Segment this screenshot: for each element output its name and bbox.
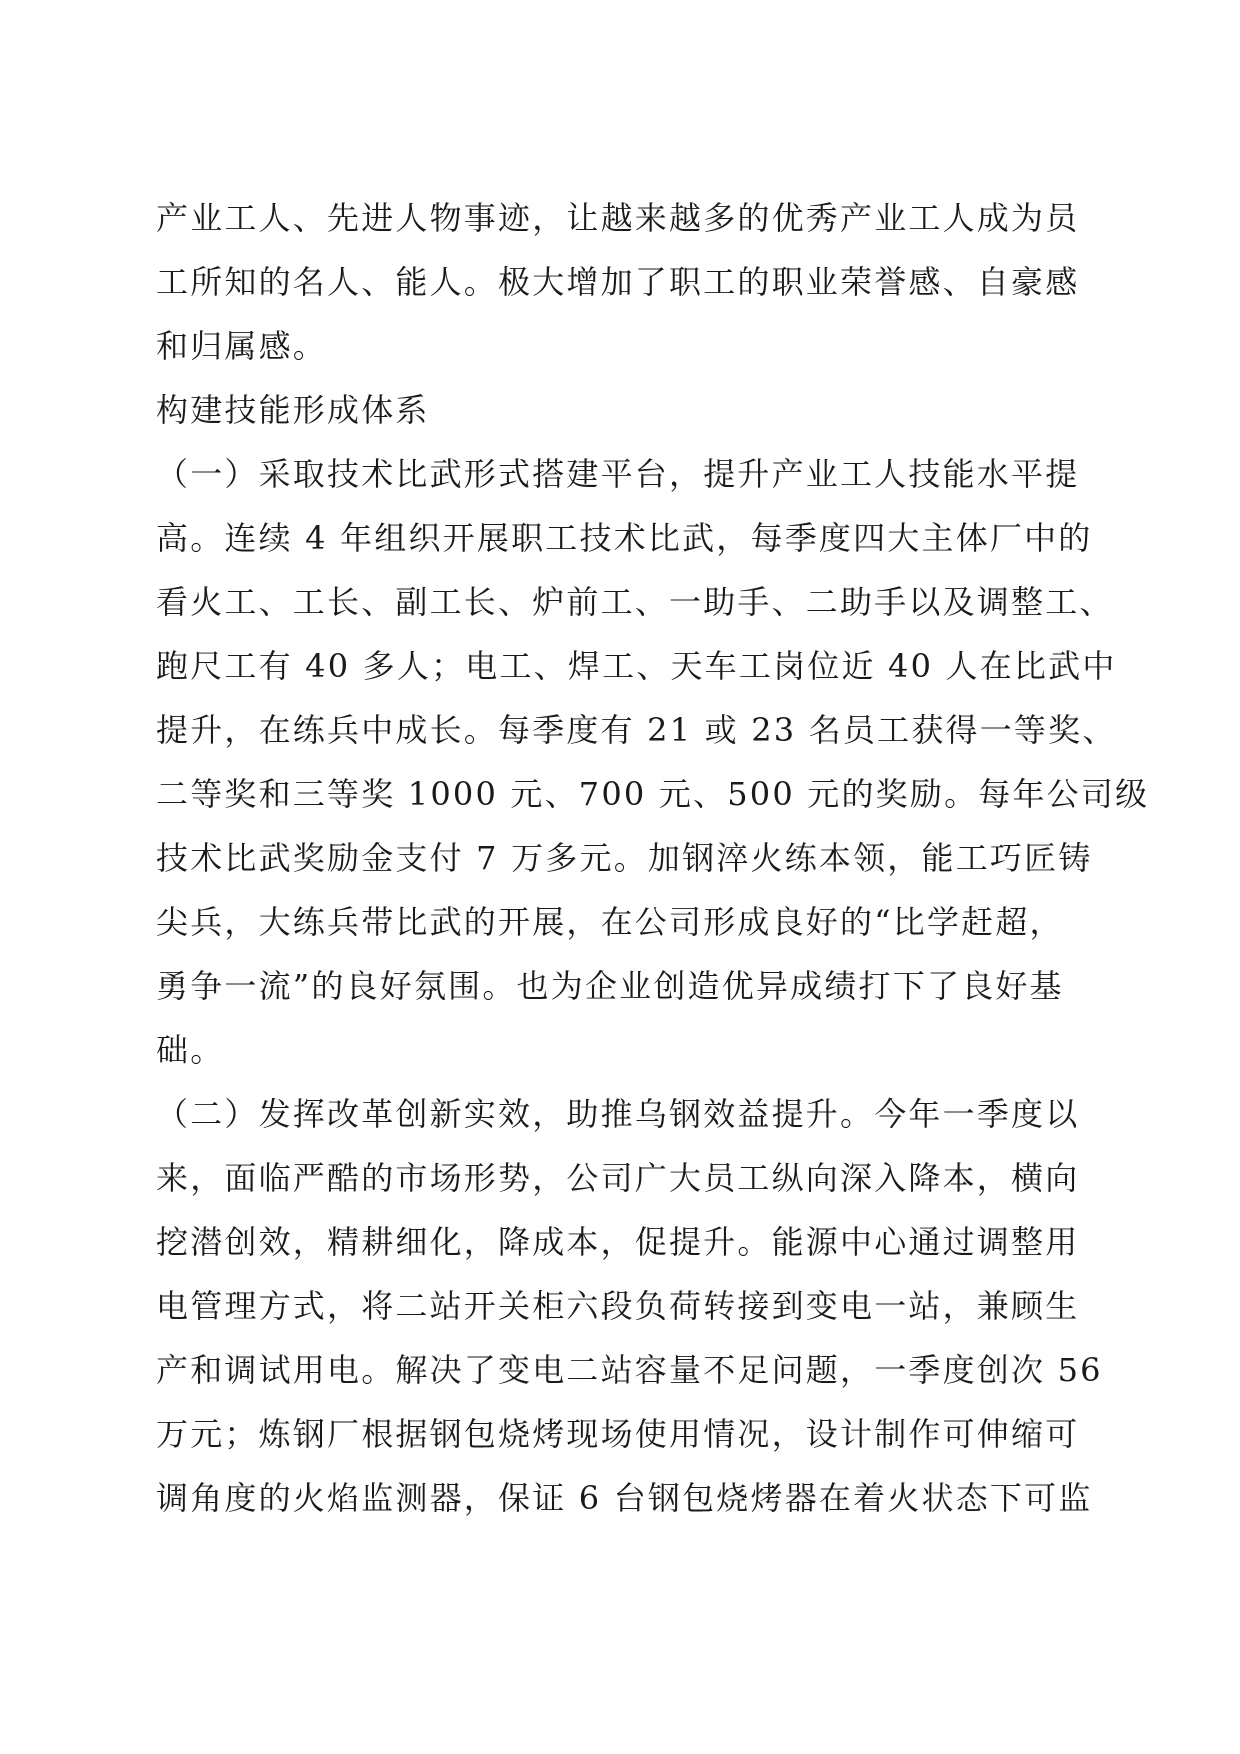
paragraph-line: 来，面临严酷的市场形势，公司广大员工纵向深入降本，横向 [156, 1159, 1080, 1197]
paragraph-line: 勇争一流”的良好氛围。也为企业创造优异成绩打下了良好基 [156, 967, 1064, 1005]
paragraph-line: 高。连续 4 年组织开展职工技术比武，每季度四大主体厂中的 [156, 519, 1093, 557]
paragraph-line: 挖潜创效，精耕细化，降成本，促提升。能源中心通过调整用 [156, 1223, 1080, 1261]
paragraph-line: 和归属感。 [156, 327, 328, 365]
paragraph-line: 调角度的火焰监测器，保证 6 台钢包烧烤器在着火状态下可监 [156, 1479, 1093, 1517]
paragraph-line: 技术比武奖励金支付 7 万多元。加钢淬火练本领，能工巧匠铸 [156, 839, 1093, 877]
paragraph-line: 看火工、工长、副工长、炉前工、一助手、二助手以及调整工、 [156, 583, 1114, 621]
paragraph-line: 工所知的名人、能人。极大增加了职工的职业荣誉感、自豪感 [156, 263, 1080, 301]
paragraph-line: 础。 [156, 1031, 225, 1069]
section-heading: 构建技能形成体系 [156, 391, 430, 429]
paragraph-line: （二）发挥改革创新实效，助推乌钢效益提升。今年一季度以 [156, 1095, 1080, 1133]
paragraph-line: 产和调试用电。解决了变电二站容量不足问题，一季度创次 56 [156, 1351, 1103, 1389]
paragraph-line: 万元；炼钢厂根据钢包烧烤现场使用情况，设计制作可伸缩可 [156, 1415, 1080, 1453]
paragraph-line: 产业工人、先进人物事迹，让越来越多的优秀产业工人成为员 [156, 199, 1080, 237]
paragraph-line: 跑尺工有 40 多人；电工、焊工、天车工岗位近 40 人在比武中 [156, 647, 1117, 685]
paragraph-line: 电管理方式，将二站开关柜六段负荷转接到变电一站，兼顾生 [156, 1287, 1080, 1325]
paragraph-line: （一）采取技术比武形式搭建平台，提升产业工人技能水平提 [156, 455, 1080, 493]
paragraph-line: 尖兵，大练兵带比武的开展，在公司形成良好的“比学赶超， [156, 903, 1064, 941]
paragraph-line: 提升，在练兵中成长。每季度有 21 或 23 名员工获得一等奖、 [156, 711, 1117, 749]
paragraph-line: 二等奖和三等奖 1000 元、700 元、500 元的奖励。每年公司级 [156, 775, 1150, 813]
